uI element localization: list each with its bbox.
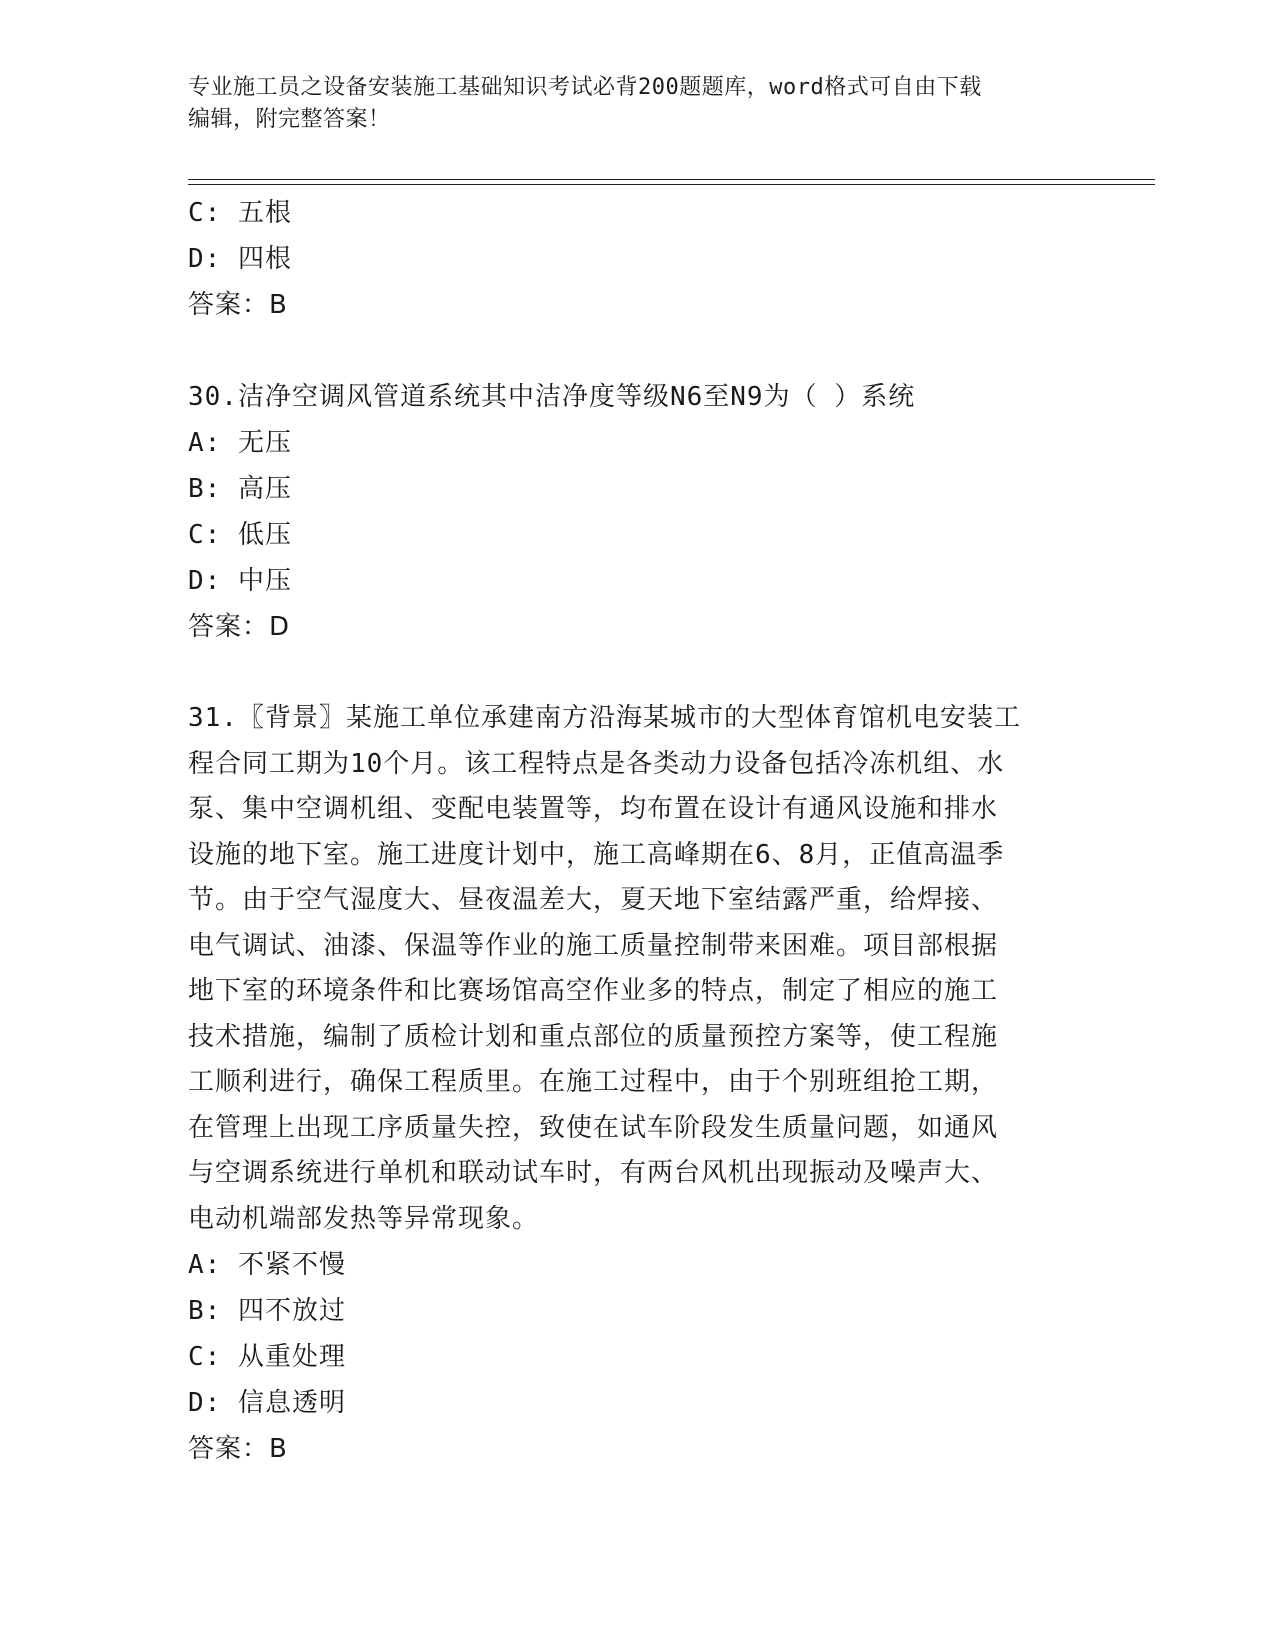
- question-31: [188, 696, 1088, 1472]
- option-b: B: 四不放过: [188, 1296, 346, 1326]
- option-a: A: 不紧不慢: [188, 1250, 346, 1280]
- spacer: [188, 650, 1088, 696]
- option-c: C: 低压: [188, 520, 292, 550]
- answer-line: 答案：B: [188, 290, 288, 320]
- spacer: [188, 328, 1088, 374]
- question-stem: [188, 696, 1078, 1242]
- option-d: D: 中压: [188, 566, 292, 596]
- stem-line: 泵、集中空调机组、变配电装置等，均布置在设计有通风设施和排水: [188, 794, 999, 824]
- stem-line: 节。由于空气湿度大、昼夜温差大，夏天地下室结露严重，给焊接、: [188, 885, 999, 915]
- answer-line: 答案：D: [188, 612, 291, 642]
- option-a: A: 无压: [188, 428, 292, 458]
- option-c: C: 从重处理: [188, 1342, 346, 1372]
- stem-line: 与空调系统进行单机和联动试车时，有两台风机出现振动及噪声大、: [188, 1158, 999, 1188]
- header-divider-top: [188, 179, 1155, 180]
- answer-line: 答案：B: [188, 1434, 288, 1464]
- stem-line: 31.〖背景〗某施工单位承建南方沿海某城市的大型体育馆机电安装工: [188, 703, 1021, 733]
- question-stem: 30.洁净空调风管道系统其中洁净度等级N6至N9为（ ）系统: [188, 382, 916, 412]
- stem-line: 在管理上出现工序质量失控，致使在试车阶段发生质量问题，如通风: [188, 1112, 999, 1143]
- header-title-line-1: 专业施工员之设备安装施工基础知识考试必背200题题库，word格式可自由下载: [188, 75, 982, 100]
- stem-line: 程合同工期为10个月。该工程特点是各类动力设备包括冷冻机组、水: [188, 748, 1005, 779]
- header-title-line-2: 编辑，附完整答案！: [188, 107, 391, 132]
- option-b: B: 高压: [188, 474, 292, 504]
- stem-line: 工顺利进行，确保工程质里。在施工过程中，由于个别班组抢工期，: [188, 1067, 999, 1097]
- document-body: [188, 190, 1088, 1472]
- option-c: C: 五根: [188, 198, 292, 228]
- header-divider-bottom: [188, 184, 1155, 185]
- question-29-tail: [188, 190, 1088, 328]
- option-d: D: 信息透明: [188, 1388, 346, 1418]
- stem-line: 地下室的环境条件和比赛场馆高空作业多的特点，制定了相应的施工: [188, 976, 999, 1006]
- question-30: [188, 374, 1088, 650]
- stem-line: 电气调试、油漆、保温等作业的施工质量控制带来困难。项目部根据: [188, 930, 999, 961]
- option-d: D: 四根: [188, 244, 292, 274]
- stem-line: 设施的地下室。施工进度计划中，施工高峰期在6、8月，正值高温季: [188, 839, 1005, 870]
- stem-line: 技术措施，编制了质检计划和重点部位的质量预控方案等，使工程施: [188, 1021, 999, 1052]
- stem-line: 电动机端部发热等异常现象。: [188, 1203, 540, 1234]
- document-header: [188, 72, 1068, 136]
